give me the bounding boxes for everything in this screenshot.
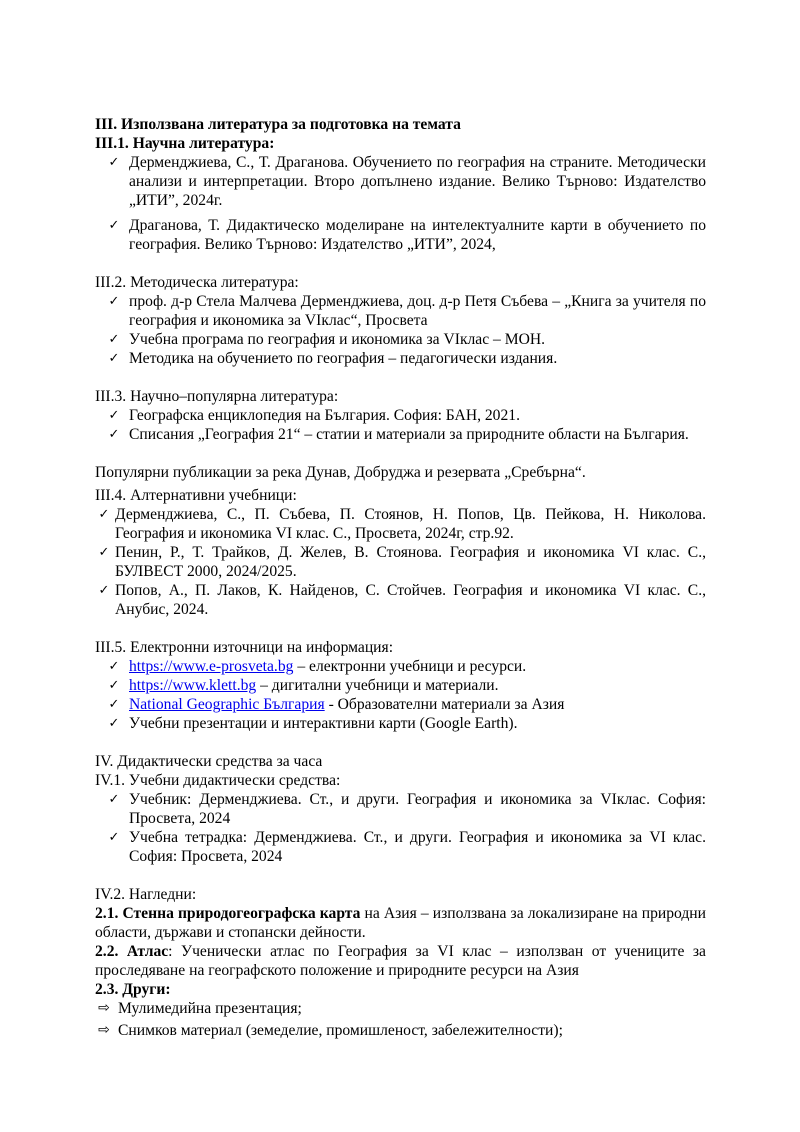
e-prosveta-link[interactable]: https://www.e-prosveta.bg: [129, 658, 294, 675]
list-item-text: [129, 676, 706, 695]
list-item-text: [129, 657, 706, 676]
list-item-text: проф. д-р Стела Малчева Дерменджиева, доц. д-р Петя Събева – „Книга за учителя по география и икономика за VIклас“, Просвета: [129, 293, 706, 329]
visual-aid-text: на Азия – използвана за локализиране на природни области, държави и стопански дейности.: [95, 905, 706, 941]
list-item: [95, 425, 706, 444]
list-item-text: [129, 695, 706, 714]
list-item: [95, 153, 706, 210]
checkmark-icon: ✓: [108, 830, 120, 845]
popular-publications-text: Популярни публикации за река Дунав, Добруджа и резервата „Сребърна“.: [95, 464, 586, 481]
scientific-literature-list: [95, 153, 706, 254]
list-item: [95, 695, 706, 714]
link-description: – дигитални учебници и материали.: [256, 677, 499, 694]
list-item: [95, 999, 706, 1018]
list-item-text: Мулимедийна презентация;: [118, 1000, 302, 1017]
checkmark-icon: ✓: [98, 507, 110, 522]
alt-textbooks-list: [95, 505, 706, 619]
list-item-text: Учебна тетрадка: Дерменджиева. Ст., и други. География и икономика за VI клас. София: Просвета, 2024: [129, 829, 706, 865]
document-body: [95, 115, 706, 1040]
checkmark-icon: ✓: [108, 427, 120, 442]
electronic-sources-list: [95, 657, 706, 733]
list-item-text: Попов, А., П. Лаков, К. Найденов, С. Стойчев. География и икономика VI клас. С., Анубис, 2024.: [115, 582, 706, 618]
list-item-text: Дерменджиева, С., Т. Драганова. Обучението по география на страните. Методически анализи и интерпретации. Второ допълнено издание. Велико Търново: Издателство „ИТИ”, 2024г.: [129, 154, 706, 209]
subsection-heading-methodical: III.2. Методическа литература:: [95, 274, 299, 291]
checkmark-icon: ✓: [98, 545, 110, 560]
visual-aid-wall-map: [95, 904, 706, 942]
link-description: - Образователни материали за Азия: [324, 696, 565, 713]
visual-aid-label: 2.2. Атлас: [95, 943, 169, 960]
list-item-text: Учебна програма по география и икономика за VIклас – МОН.: [129, 331, 546, 348]
subsection-heading-teaching-means: IV.1. Учебни дидактически средства:: [95, 772, 341, 789]
checkmark-icon: ✓: [98, 583, 110, 598]
list-item: [95, 216, 706, 254]
list-item-text: Методика на обучението по география – педагогически издания.: [129, 350, 558, 367]
list-item-text: Снимков материал (земеделие, промишленост, забележителности);: [118, 1022, 563, 1039]
list-item: [95, 349, 706, 368]
national-geographic-link[interactable]: National Geographic България: [129, 696, 325, 713]
visual-aid-text: : Ученически атлас по География за VI клас – използван от учениците за проследяване на географското положение и природните ресурси на Азия: [95, 943, 706, 979]
list-item: [95, 292, 706, 330]
list-item: [95, 828, 706, 866]
checkmark-icon: ✓: [108, 697, 120, 712]
checkmark-icon: ✓: [108, 155, 120, 170]
list-item: [95, 1021, 706, 1040]
arrow-icon: ⇨: [98, 1022, 110, 1038]
list-item-text: Учебни презентации и интерактивни карти (Google Earth).: [129, 715, 518, 732]
arrow-icon: ⇨: [98, 1000, 110, 1016]
list-item: [95, 330, 706, 349]
visual-aid-label: 2.1. Стенна природогеографска карта: [95, 905, 361, 922]
visual-aid-other-heading: 2.3. Други:: [95, 981, 171, 998]
list-item-text: Учебник: Дерменджиева. Ст., и други. География и икономика за VIклас. София: Просвета, 2024: [129, 791, 706, 827]
list-item-text: Пенин, Р., Т. Трайков, Д. Желев, В. Стоянова. География и икономика VI клас. С., БУЛВЕСТ 2000, 2024/2025.: [115, 544, 706, 580]
checkmark-icon: ✓: [108, 792, 120, 807]
visual-aid-atlas: [95, 942, 706, 980]
teaching-means-list: [95, 790, 706, 866]
checkmark-icon: ✓: [108, 218, 120, 233]
checkmark-icon: ✓: [108, 351, 120, 366]
subsection-heading-popular-science: III.3. Научно–популярна литература:: [95, 388, 339, 405]
list-item: [95, 790, 706, 828]
subsection-heading-scientific: III.1. Научна литература:: [95, 135, 275, 152]
list-item: [95, 657, 706, 676]
checkmark-icon: ✓: [108, 678, 120, 693]
list-item-text: Списания „География 21“ – статии и материали за природните области на България.: [129, 426, 689, 443]
link-description: – електронни учебници и ресурси.: [293, 658, 527, 675]
klett-link[interactable]: https://www.klett.bg: [129, 677, 257, 694]
list-item: [95, 676, 706, 695]
list-item: [95, 714, 706, 733]
list-item: [95, 406, 706, 425]
other-aids-list: [95, 999, 706, 1040]
subsection-heading-electronic: III.5. Електронни източници на информация:: [95, 639, 394, 656]
popular-science-list: [95, 406, 706, 444]
list-item-text: Дерменджиева, С., П. Събева, П. Стоянов, Н. Попов, Цв. Пейкова, Н. Николова. География и икономика VI клас. С., Просвета, 2024г, стр.92.: [115, 506, 706, 542]
subsection-heading-visual-aids: IV.2. Нагледни:: [95, 886, 197, 903]
section-heading-literature: III. Използвана литература за подготовка на темата: [95, 116, 461, 133]
section-heading-didactic-means: IV. Дидактически средства за часа: [95, 753, 323, 770]
checkmark-icon: ✓: [108, 716, 120, 731]
list-item: [95, 543, 706, 581]
subsection-heading-alt-textbooks: III.4. Алтернативни учебници:: [95, 487, 297, 504]
checkmark-icon: ✓: [108, 408, 120, 423]
list-item: [95, 581, 706, 619]
list-item: [95, 505, 706, 543]
list-item-text: Драганова, Т. Дидактическо моделиране на интелектуалните карти в обучението по география. Велико Търново: Издателство „ИТИ”, 2024,: [129, 217, 706, 253]
methodical-literature-list: [95, 292, 706, 368]
checkmark-icon: ✓: [108, 294, 120, 309]
checkmark-icon: ✓: [108, 332, 120, 347]
checkmark-icon: ✓: [108, 659, 120, 674]
list-item-text: Географска енциклопедия на България. София: БАН, 2021.: [129, 407, 520, 424]
